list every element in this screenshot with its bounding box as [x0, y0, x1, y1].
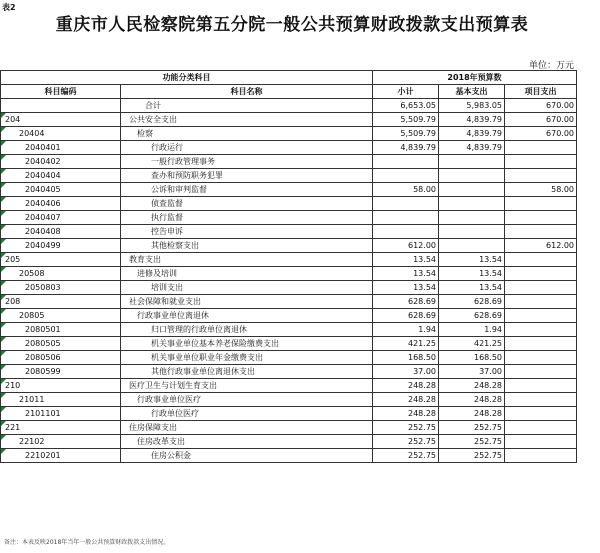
- row-basic-cell: 13.54: [439, 253, 505, 267]
- row-code-cell: 2040405: [1, 183, 121, 197]
- table-body: [1, 99, 577, 463]
- row-project-cell: [505, 421, 577, 435]
- row-subtotal-cell: [373, 225, 439, 239]
- row-subtotal-cell: 421.25: [373, 337, 439, 351]
- row-name-cell: 机关事业单位基本养老保险缴费支出: [121, 337, 373, 351]
- row-name-cell: 执行监督: [121, 211, 373, 225]
- row-name-cell: 住房改革支出: [121, 435, 373, 449]
- row-code-cell: 2040404: [1, 169, 121, 183]
- page-title: 重庆市人民检察院第五分院一般公共预算财政拨款支出预算表: [55, 15, 529, 35]
- row-name-cell: 行政事业单位医疗: [121, 393, 373, 407]
- row-code-cell: 204: [1, 113, 121, 127]
- row-code-cell: 21011: [1, 393, 121, 407]
- row-subtotal-cell: 4,839.79: [373, 141, 439, 155]
- header-name: 科目名称: [121, 85, 373, 99]
- row-basic-cell: 248.28: [439, 393, 505, 407]
- row-subtotal-cell: 252.75: [373, 435, 439, 449]
- row-name-cell: 行政运行: [121, 141, 373, 155]
- row-project-cell: [505, 435, 577, 449]
- table-label: 表2: [2, 3, 16, 12]
- row-name-cell: 其他行政事业单位离退休支出: [121, 365, 373, 379]
- row-subtotal-cell: 628.69: [373, 295, 439, 309]
- row-basic-cell: 248.28: [439, 407, 505, 421]
- row-basic-cell: 4,839.79: [439, 141, 505, 155]
- table-row: [1, 309, 577, 323]
- table-row: [1, 253, 577, 267]
- row-subtotal-cell: [373, 211, 439, 225]
- row-name-cell: 查办和预防职务犯罪: [121, 169, 373, 183]
- row-name-cell: 进修及培训: [121, 267, 373, 281]
- row-code-cell: [1, 99, 121, 113]
- row-basic-cell: 168.50: [439, 351, 505, 365]
- row-project-cell: [505, 337, 577, 351]
- row-basic-cell: 5,983.05: [439, 99, 505, 113]
- table-row: [1, 435, 577, 449]
- row-code-cell: 2080506: [1, 351, 121, 365]
- row-subtotal-cell: 6,653.05: [373, 99, 439, 113]
- row-name-cell: 归口管理的行政单位离退休: [121, 323, 373, 337]
- row-project-cell: [505, 211, 577, 225]
- table-row: [1, 99, 577, 113]
- table-row: [1, 211, 577, 225]
- row-name-cell: 控告申诉: [121, 225, 373, 239]
- row-code-cell: 2210201: [1, 449, 121, 463]
- row-name-cell: 医疗卫生与计划生育支出: [121, 379, 373, 393]
- row-name-cell: 教育支出: [121, 253, 373, 267]
- row-code-cell: 20404: [1, 127, 121, 141]
- row-project-cell: 670.00: [505, 99, 577, 113]
- row-subtotal-cell: 13.54: [373, 253, 439, 267]
- row-name-cell: 公诉和审判监督: [121, 183, 373, 197]
- row-subtotal-cell: 5,509.79: [373, 127, 439, 141]
- row-project-cell: [505, 155, 577, 169]
- header-code: 科目编码: [1, 85, 121, 99]
- row-code-cell: 20805: [1, 309, 121, 323]
- row-subtotal-cell: [373, 197, 439, 211]
- row-basic-cell: 252.75: [439, 435, 505, 449]
- row-name-cell: 社会保障和就业支出: [121, 295, 373, 309]
- row-project-cell: [505, 295, 577, 309]
- row-basic-cell: 13.54: [439, 267, 505, 281]
- row-project-cell: [505, 407, 577, 421]
- row-code-cell: 208: [1, 295, 121, 309]
- table-row: [1, 113, 577, 127]
- table-row: [1, 169, 577, 183]
- row-code-cell: 221: [1, 421, 121, 435]
- row-basic-cell: 421.25: [439, 337, 505, 351]
- header-budget-year: 2018年预算数: [373, 71, 577, 85]
- row-name-cell: 公共安全支出: [121, 113, 373, 127]
- row-basic-cell: [439, 225, 505, 239]
- row-basic-cell: 4,839.79: [439, 127, 505, 141]
- row-code-cell: 2040408: [1, 225, 121, 239]
- row-project-cell: [505, 449, 577, 463]
- budget-table: [0, 70, 577, 463]
- table-row: [1, 379, 577, 393]
- row-basic-cell: [439, 155, 505, 169]
- row-subtotal-cell: 1.94: [373, 323, 439, 337]
- row-project-cell: [505, 379, 577, 393]
- row-subtotal-cell: 37.00: [373, 365, 439, 379]
- row-code-cell: 2080501: [1, 323, 121, 337]
- row-project-cell: [505, 351, 577, 365]
- row-name-cell: 住房保障支出: [121, 421, 373, 435]
- unit-label: 单位：万元: [528, 61, 574, 71]
- row-project-cell: [505, 323, 577, 337]
- row-basic-cell: 13.54: [439, 281, 505, 295]
- row-project-cell: 670.00: [505, 113, 577, 127]
- table-row: [1, 393, 577, 407]
- row-subtotal-cell: [373, 155, 439, 169]
- row-name-cell: 侦查监督: [121, 197, 373, 211]
- row-code-cell: 22102: [1, 435, 121, 449]
- row-project-cell: [505, 169, 577, 183]
- row-basic-cell: 628.69: [439, 295, 505, 309]
- table-row: [1, 239, 577, 253]
- row-subtotal-cell: 248.28: [373, 393, 439, 407]
- row-subtotal-cell: 5,509.79: [373, 113, 439, 127]
- table-row: [1, 127, 577, 141]
- row-code-cell: 2040401: [1, 141, 121, 155]
- row-subtotal-cell: [373, 169, 439, 183]
- row-project-cell: [505, 393, 577, 407]
- row-code-cell: 2040407: [1, 211, 121, 225]
- row-project-cell: 670.00: [505, 127, 577, 141]
- row-project-cell: [505, 141, 577, 155]
- row-subtotal-cell: 248.28: [373, 407, 439, 421]
- row-project-cell: [505, 365, 577, 379]
- table-row: [1, 155, 577, 169]
- row-name-cell: 其他检察支出: [121, 239, 373, 253]
- row-project-cell: [505, 281, 577, 295]
- row-project-cell: [505, 253, 577, 267]
- row-basic-cell: 4,839.79: [439, 113, 505, 127]
- table-row: [1, 421, 577, 435]
- row-code-cell: 20508: [1, 267, 121, 281]
- row-name-cell: 机关事业单位职业年金缴费支出: [121, 351, 373, 365]
- table-row: [1, 365, 577, 379]
- row-subtotal-cell: 58.00: [373, 183, 439, 197]
- row-subtotal-cell: 252.75: [373, 449, 439, 463]
- table-row: [1, 323, 577, 337]
- row-code-cell: 2050803: [1, 281, 121, 295]
- row-name-cell: 检察: [121, 127, 373, 141]
- row-subtotal-cell: 628.69: [373, 309, 439, 323]
- row-basic-cell: [439, 239, 505, 253]
- footnote: 备注：本表反映2018年当年一般公共预算财政拨款支出情况。: [4, 539, 170, 546]
- row-basic-cell: 37.00: [439, 365, 505, 379]
- header-func-class: 功能分类科目: [1, 71, 373, 85]
- row-code-cell: 2040406: [1, 197, 121, 211]
- table-header: [1, 71, 577, 99]
- row-basic-cell: 628.69: [439, 309, 505, 323]
- table-row: [1, 295, 577, 309]
- header-basic: 基本支出: [439, 85, 505, 99]
- row-code-cell: 2101101: [1, 407, 121, 421]
- row-subtotal-cell: 248.28: [373, 379, 439, 393]
- row-project-cell: [505, 225, 577, 239]
- row-name-cell: 培训支出: [121, 281, 373, 295]
- table-row: [1, 197, 577, 211]
- table-row: [1, 337, 577, 351]
- row-basic-cell: [439, 211, 505, 225]
- row-name-cell: 行政事业单位离退休: [121, 309, 373, 323]
- row-code-cell: 205: [1, 253, 121, 267]
- row-basic-cell: [439, 169, 505, 183]
- table-row: [1, 183, 577, 197]
- row-name-cell: 行政单位医疗: [121, 407, 373, 421]
- table-row: [1, 449, 577, 463]
- row-basic-cell: 248.28: [439, 379, 505, 393]
- table-row: [1, 225, 577, 239]
- row-project-cell: 612.00: [505, 239, 577, 253]
- header-project: 项目支出: [505, 85, 577, 99]
- row-subtotal-cell: 168.50: [373, 351, 439, 365]
- row-name-cell: 合计: [121, 99, 373, 113]
- row-project-cell: [505, 197, 577, 211]
- row-basic-cell: [439, 183, 505, 197]
- table-row: [1, 267, 577, 281]
- row-name-cell: 一般行政管理事务: [121, 155, 373, 169]
- row-basic-cell: 252.75: [439, 449, 505, 463]
- row-subtotal-cell: 252.75: [373, 421, 439, 435]
- row-subtotal-cell: 13.54: [373, 267, 439, 281]
- table-row: [1, 351, 577, 365]
- row-code-cell: 210: [1, 379, 121, 393]
- row-subtotal-cell: 612.00: [373, 239, 439, 253]
- row-project-cell: [505, 309, 577, 323]
- row-basic-cell: 252.75: [439, 421, 505, 435]
- row-code-cell: 2040402: [1, 155, 121, 169]
- table-row: [1, 407, 577, 421]
- row-project-cell: [505, 267, 577, 281]
- row-code-cell: 2080505: [1, 337, 121, 351]
- row-project-cell: 58.00: [505, 183, 577, 197]
- row-basic-cell: [439, 197, 505, 211]
- header-subtotal: 小计: [373, 85, 439, 99]
- table-row: [1, 141, 577, 155]
- row-code-cell: 2040499: [1, 239, 121, 253]
- row-name-cell: 住房公积金: [121, 449, 373, 463]
- row-code-cell: 2080599: [1, 365, 121, 379]
- row-basic-cell: 1.94: [439, 323, 505, 337]
- row-subtotal-cell: 13.54: [373, 281, 439, 295]
- table-row: [1, 281, 577, 295]
